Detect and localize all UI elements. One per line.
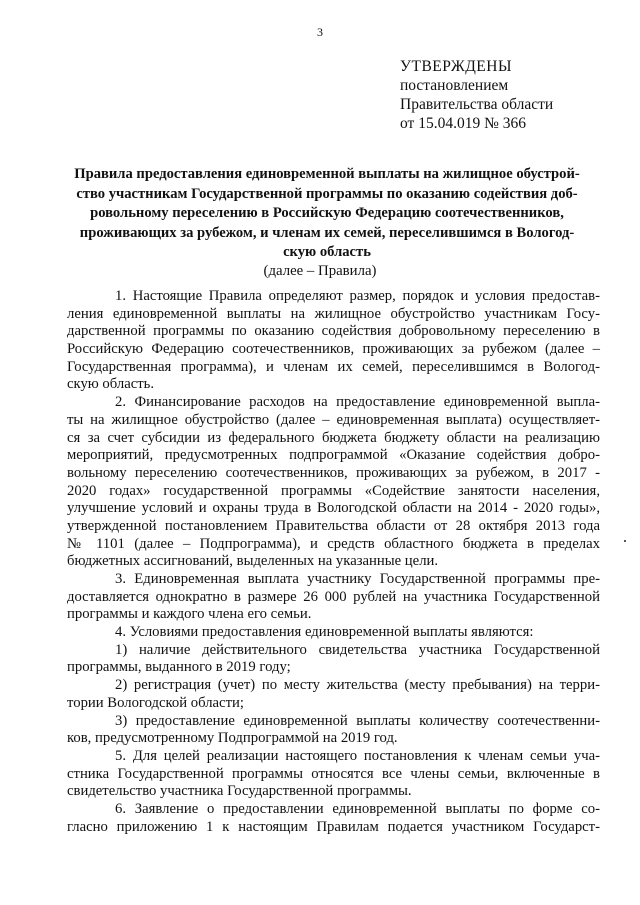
document-body — [67, 288, 600, 836]
paragraph-line: дарственной программы по оказанию содействия добровольному переселению в — [67, 323, 600, 340]
paragraph-line: 6. Заявление о предоставлении единовременной выплаты по форме со- — [115, 800, 600, 817]
paragraph-line: 3) предоставление единовременной выплаты количеству соотечественни- — [115, 712, 600, 729]
paragraph-line: 2) регистрация (учет) по месту жительства (месту пребывания) на терри- — [115, 677, 600, 694]
paragraph-line: программы и каждого члена его семьи. — [67, 606, 312, 623]
paragraph-line: свидетельство участника Государственной программы. — [67, 783, 412, 800]
paragraph — [67, 748, 600, 801]
paragraph-line: ков, предусмотренному Подпрограммой на 2019 год. — [67, 730, 398, 747]
approval-date-number: от 15.04.019 № 366 — [400, 115, 526, 132]
title-line: Правила предоставления единовременной выплаты на жилищное обустрой- — [74, 166, 580, 182]
approval-heading: УТВЕРЖДЕНЫ — [400, 58, 512, 75]
approval-line: Правительства области — [400, 96, 554, 113]
paragraph — [67, 288, 600, 394]
paragraph — [67, 801, 600, 836]
paragraph-line: Российскую Федерацию соотечественников, проживающих за рубежом (далее – — [67, 341, 600, 358]
paragraph-line: № 1101 (далее – Подпрограмма), и средств областного бюджета в пределах — [67, 535, 600, 552]
document-subtitle: (далее – Правила) — [263, 263, 377, 279]
paragraph — [67, 677, 600, 712]
paragraph-line: скую область. — [67, 376, 155, 393]
scan-artifact — [624, 540, 626, 542]
title-line: ство участникам Государственной программы по оказанию содействия доб- — [76, 185, 578, 202]
paragraph-line: ления единовременной выплаты на жилищное обустройство участникам Госу- — [67, 305, 600, 322]
paragraph-line: тории Вологодской области; — [67, 694, 244, 711]
paragraph-line: ся за счет субсидии из федерального бюджета бюджету области на реализацию — [67, 429, 600, 446]
approval-line: постановлением — [400, 77, 509, 94]
paragraph-line: Государственная программа), и членам их семей, переселившимся в Вологод- — [67, 358, 600, 375]
paragraph-line: вольному переселению соотечественников, проживающих за рубежом, в 2017 - — [67, 464, 600, 481]
paragraph-line: 1) наличие действительного свидетельства участника Государственной — [115, 641, 600, 658]
paragraph-line: 2020 годах» государственной программы «Содействие занятости населения, — [67, 482, 600, 499]
paragraph-line: мероприятий, предусмотренных подпрограммой «Оказание содействия добро- — [67, 447, 600, 464]
paragraph-line: улучшение условий и охраны труда в Вологодской области на 2014 - 2020 годы», — [67, 500, 600, 517]
paragraph-line: 4. Условиями предоставления единовременной выплаты являются: — [115, 624, 534, 641]
paragraph-line: 2. Финансирование расходов на предоставление единовременной выпла- — [115, 394, 600, 411]
paragraph-line: бюджетных ассигнований, выделенных на указанные цели. — [67, 553, 439, 570]
paragraph — [67, 624, 600, 642]
document-title — [62, 165, 592, 263]
paragraph-line: 3. Единовременная выплата участнику Государственной программы пре- — [115, 571, 600, 587]
paragraph-line: программы, выданного в 2019 году; — [67, 659, 291, 676]
paragraph-line: ты на жилищное обустройство (далее – единовременная выплата) осуществляет- — [67, 411, 600, 428]
paragraph-line: утвержденной постановлением Правительства области от 28 октября 2013 года — [67, 517, 600, 534]
page-number: 3 — [317, 25, 323, 39]
paragraph-line: гласно приложению 1 к настоящим Правилам подается участником Государст- — [67, 818, 600, 835]
approval-block — [400, 57, 553, 133]
paragraph — [67, 571, 600, 624]
title-line: ровольному переселению в Российскую Федерацию соотечественников, — [90, 205, 564, 221]
paragraph-line: доставляется однократно в размере 26 000 рублей на участника Государственной — [67, 588, 600, 605]
paragraph — [67, 713, 600, 748]
title-line: проживающих за рубежом, и членам их семей, переселившимся в Вологод- — [79, 224, 575, 241]
paragraph — [67, 394, 600, 571]
paragraph-line: 1. Настоящие Правила определяют размер, порядок и условия предостав- — [115, 288, 600, 304]
paragraph-line: стника Государственной программы относятся все члены семьи, включенные в — [67, 765, 600, 782]
paragraph — [67, 642, 600, 677]
title-line: скую область — [283, 244, 371, 260]
paragraph-line: 5. Для целей реализации настоящего постановления к членам семьи уча- — [115, 747, 600, 764]
